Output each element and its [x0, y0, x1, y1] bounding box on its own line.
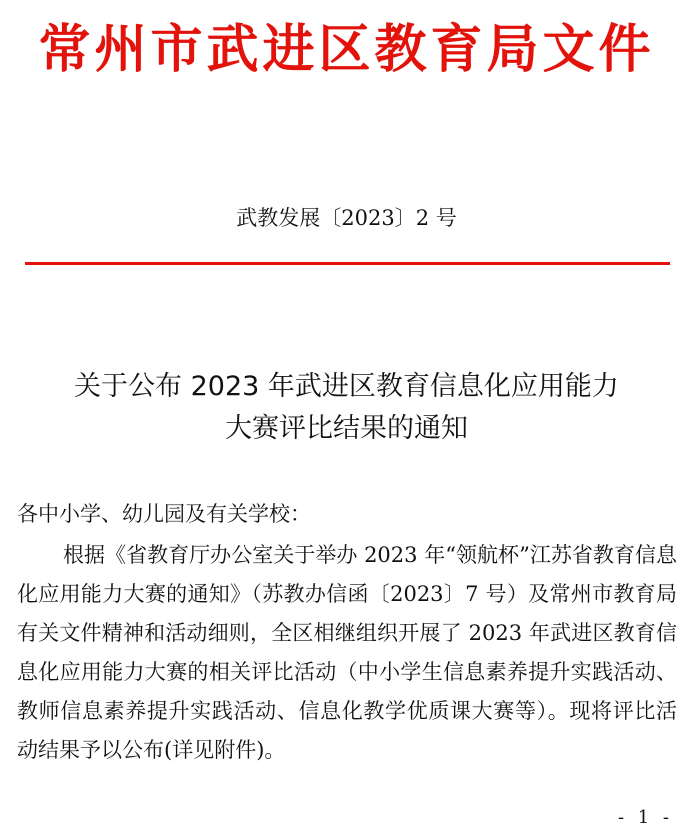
- document-body: [17, 495, 677, 770]
- red-divider-line: [25, 262, 670, 265]
- page-number: - 1 -: [617, 807, 673, 828]
- title-line-1: 关于公布 2023 年武进区教育信息化应用能力: [74, 371, 619, 402]
- document-title: [0, 366, 693, 450]
- document-masthead: 常州市武进区教育局文件: [38, 19, 655, 80]
- title-line-2: 大赛评比结果的通知: [225, 413, 468, 444]
- body-paragraph: 根据《省教育厅办公室关于举办 2023 年“领航杯”江苏省教育信息化应用能力大赛的通知》（苏教办信函〔2023〕7 号）及常州市教育局有关文件精神和活动细则，全区相继组织开展了 2023 年武进区教育信息化应用能力大赛的相关评比活动（中小学生信息素养提升实践活动、教师信息素养提升实践活动、信息化教学优质课大赛等）。现将评比活动结果予以公布(详见附件)。: [17, 543, 677, 762]
- document-number: 武教发展〔2023〕2 号: [236, 206, 457, 230]
- salutation: 各中小学、幼儿园及有关学校：: [17, 502, 311, 526]
